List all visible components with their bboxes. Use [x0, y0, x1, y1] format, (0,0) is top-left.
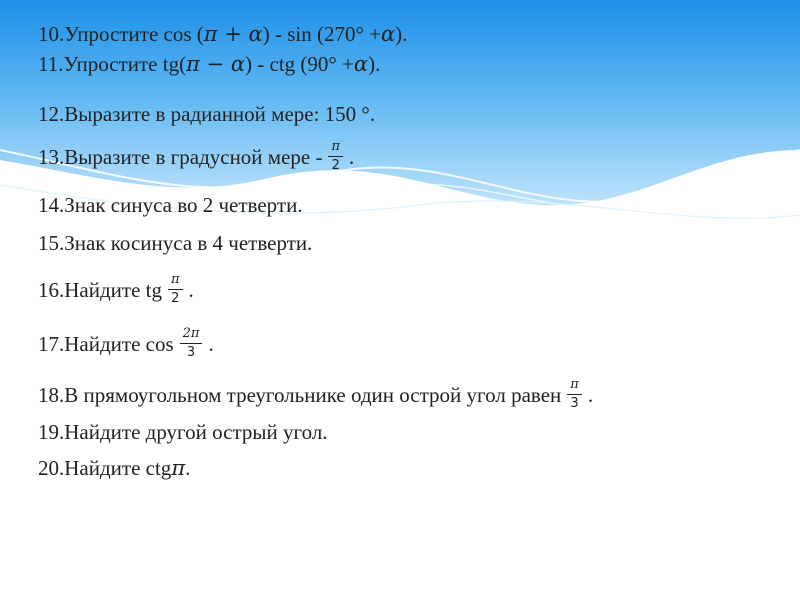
task-14 — [38, 193, 303, 217]
task-20 — [38, 456, 190, 480]
task-18-suffix: . — [587, 382, 594, 407]
task-12-text: 12.Выразите в радианной мере: 150 °. — [38, 102, 376, 126]
task-11-text: 11.Упростите tg( — [38, 52, 187, 76]
task-17-fraction — [180, 327, 203, 360]
fraction-numerator: π — [168, 273, 183, 290]
fraction-denominator: 3 — [186, 345, 196, 360]
task-11-alpha: α — [353, 52, 369, 76]
task-10-math: π + α — [203, 22, 263, 46]
task-10-text: 10.Упростите cos ( — [38, 22, 204, 46]
task-19-text: 19.Найдите другой острый угол. — [38, 420, 328, 444]
task-11-math: π − α — [186, 52, 246, 76]
task-17 — [38, 327, 214, 360]
fraction-denominator: 3 — [570, 396, 579, 411]
task-18-fraction — [567, 378, 582, 411]
task-18 — [38, 378, 593, 411]
task-14-text: 14.Знак синуса во 2 четверти. — [38, 193, 303, 217]
task-13-text: 13.Выразите в градусной мере - — [38, 144, 323, 169]
fraction-numerator: 2π — [180, 327, 203, 344]
task-16-text: 16.Найдите tg — [38, 277, 162, 302]
task-16 — [38, 273, 194, 306]
fraction-denominator: 2 — [171, 291, 180, 306]
task-13-fraction — [328, 140, 343, 173]
fraction-denominator: 2 — [331, 158, 340, 173]
task-20-text: 20.Найдите ctg — [38, 456, 172, 480]
fraction-numerator: π — [328, 140, 343, 157]
task-13-suffix: . — [349, 144, 355, 169]
fraction-numerator: π — [567, 378, 582, 395]
task-12 — [38, 102, 375, 126]
task-11 — [38, 52, 380, 76]
task-20-suffix: . — [185, 456, 191, 480]
task-17-text: 17.Найдите cos — [38, 331, 174, 356]
task-13 — [38, 140, 354, 173]
task-10-suffix: ). — [395, 22, 408, 46]
task-19 — [38, 420, 328, 444]
task-16-fraction — [168, 273, 183, 306]
task-18-text: 18.В прямоугольном треугольнике один острой угол равен — [38, 382, 562, 407]
task-17-suffix: . — [208, 331, 214, 356]
task-16-suffix: . — [188, 277, 194, 302]
task-10 — [38, 22, 407, 46]
task-11-mid: ) - ctg (90° + — [245, 52, 354, 76]
task-15-text: 15.Знак косинуса в 4 четверти. — [38, 231, 313, 255]
task-15 — [38, 231, 312, 255]
task-10-mid: ) - sin (270° + — [262, 22, 381, 46]
task-10-alpha: α — [380, 22, 396, 46]
task-11-suffix: ). — [368, 52, 381, 76]
task-20-math: π — [171, 456, 186, 480]
